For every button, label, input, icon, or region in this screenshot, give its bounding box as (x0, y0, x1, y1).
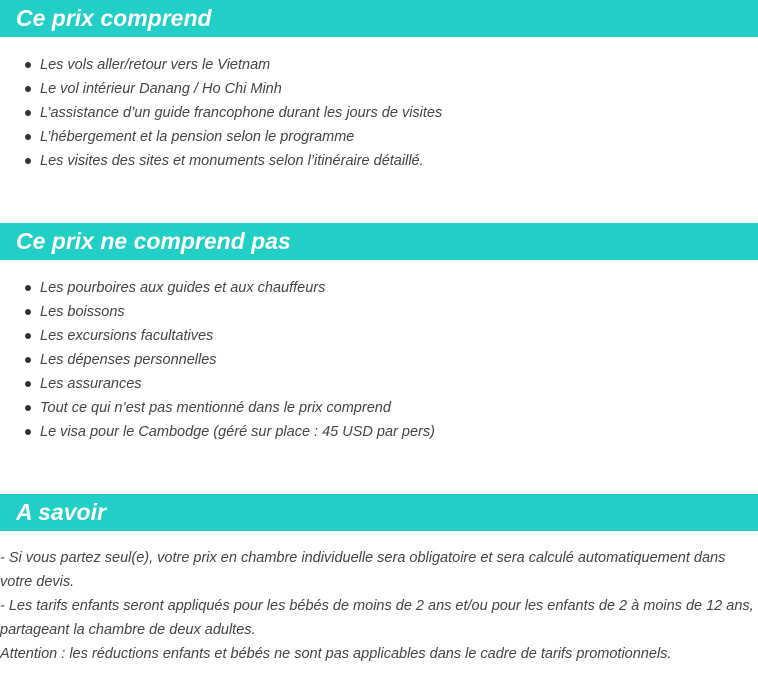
bullet-icon (25, 405, 31, 411)
bullet-icon (25, 86, 31, 92)
list-item (0, 372, 435, 396)
list-item-text: L’hébergement et la pension selon le programme (40, 129, 355, 145)
list-item (0, 53, 442, 77)
list-item-text: Le visa pour le Cambodge (géré sur place : 45 USD par pers) (40, 424, 435, 440)
bullet-icon (25, 309, 31, 315)
list-item (0, 420, 435, 444)
list-item (0, 101, 442, 125)
list-item-text: Les pourboires aux guides et aux chauffeurs (40, 280, 326, 296)
list-item-text: L’assistance d’un guide francophone durant les jours de visites (40, 105, 443, 121)
list-item-text: Les dépenses personnelles (40, 352, 217, 368)
bullet-icon (25, 357, 31, 363)
list-item (0, 396, 435, 420)
bullet-icon (25, 285, 31, 291)
included-list (0, 53, 442, 173)
list-item-text: Tout ce qui n’est pas mentionné dans le prix comprend (40, 400, 391, 416)
bullet-icon (25, 158, 31, 164)
list-item (0, 125, 442, 149)
list-item-text: Les vols aller/retour vers le Vietnam (40, 57, 271, 73)
list-item (0, 276, 435, 300)
list-item (0, 324, 435, 348)
list-item (0, 77, 442, 101)
not-included-list (0, 276, 435, 444)
list-item-text: Les visites des sites et monuments selon l’itinéraire détaillé. (40, 153, 424, 169)
info-paragraph: Attention : les réductions enfants et bébés ne sont pas applicables dans le cadre de tarifs promotionnels. (0, 646, 672, 662)
list-item-text: Les boissons (40, 304, 125, 320)
list-item (0, 348, 435, 372)
list-item (0, 149, 442, 173)
list-item-text: Les excursions facultatives (40, 328, 214, 344)
bullet-icon (25, 429, 31, 435)
list-item-text: Le vol intérieur Danang / Ho Chi Minh (40, 81, 282, 97)
bullet-icon (25, 381, 31, 387)
to-know-text (0, 546, 758, 666)
bullet-icon (25, 333, 31, 339)
bullet-icon (25, 62, 31, 68)
section-title-not-included: Ce prix ne comprend pas (0, 223, 758, 260)
info-paragraph: - Si vous partez seul(e), votre prix en chambre individuelle sera obligatoire et sera calculé automatiquement dans votre devis. (0, 550, 726, 590)
bullet-icon (25, 110, 31, 116)
list-item-text: Les assurances (40, 376, 142, 392)
list-item (0, 300, 435, 324)
info-paragraph: - Les tarifs enfants seront appliqués pour les bébés de moins de 2 ans et/ou pour les enfants de 2 à moins de 12 ans, partageant la chambre de deux adultes. (0, 598, 754, 638)
section-title-included: Ce prix comprend (0, 0, 758, 37)
section-title-to-know: A savoir (0, 494, 758, 531)
bullet-icon (25, 134, 31, 140)
